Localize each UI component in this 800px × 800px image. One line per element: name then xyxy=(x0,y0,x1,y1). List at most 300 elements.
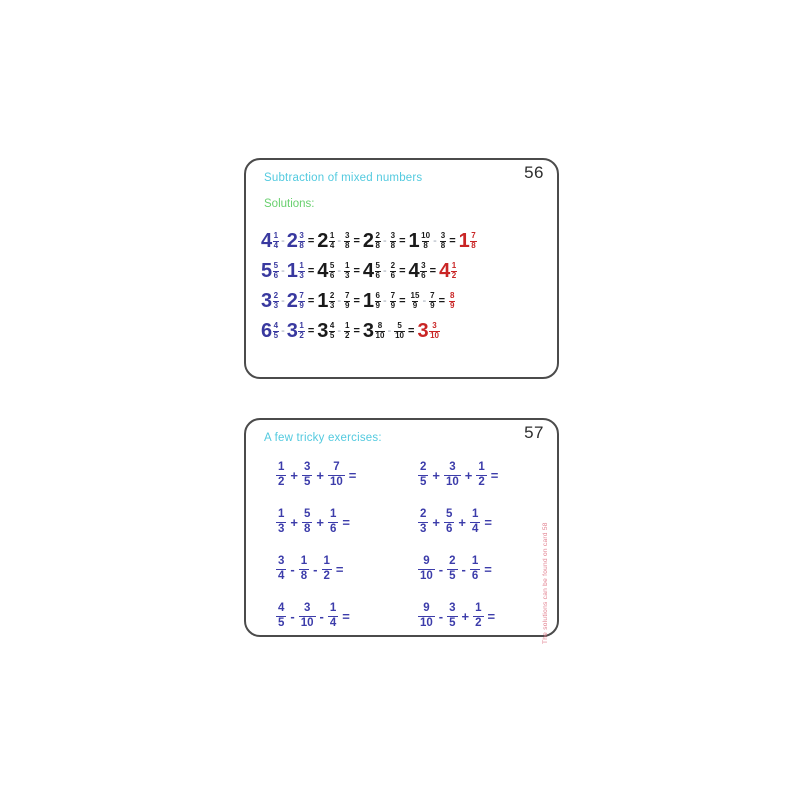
whole-number: 4 xyxy=(408,260,420,282)
fraction-stack xyxy=(298,262,304,281)
fraction-stack xyxy=(329,262,335,281)
fraction-stack xyxy=(276,508,286,537)
fraction-numerator: 3 xyxy=(449,602,456,615)
fraction-denominator: 5 xyxy=(273,330,279,340)
fraction-numerator: 5 xyxy=(304,508,311,521)
minus-operator: - xyxy=(422,294,427,307)
fraction-denominator: 8 xyxy=(300,570,308,582)
fraction-numerator: 8 xyxy=(450,290,455,300)
mixed-number xyxy=(363,261,381,281)
equals-operator: = xyxy=(353,234,360,247)
card-number: 56 xyxy=(524,163,544,182)
fraction-denominator: 8 xyxy=(440,240,446,250)
plus-operator: + xyxy=(290,468,298,483)
fraction-numerator: 1 xyxy=(278,461,285,474)
fraction-numerator: 4 xyxy=(329,320,335,330)
fraction-denominator: 9 xyxy=(375,300,380,310)
plus-operator: + xyxy=(290,515,298,530)
fraction-numerator: 1 xyxy=(300,555,308,568)
fraction-stack xyxy=(444,508,454,537)
mixed-number xyxy=(317,291,335,311)
fraction-stack xyxy=(273,262,279,281)
fraction-denominator: 2 xyxy=(345,330,350,340)
fraction-denominator: 3 xyxy=(299,270,304,280)
fraction-stack xyxy=(390,232,396,251)
fraction-numerator: 7 xyxy=(430,290,435,300)
exercise-column-left xyxy=(276,452,360,640)
minus-operator: - xyxy=(438,609,444,624)
exercise-row xyxy=(418,499,502,546)
mixed-number xyxy=(287,321,305,341)
whole-number: 1 xyxy=(408,230,420,252)
mixed-number xyxy=(287,291,305,311)
fraction-stack xyxy=(418,555,435,584)
whole-number: 4 xyxy=(362,260,374,282)
fraction-numerator: 2 xyxy=(449,555,456,568)
fraction-numerator: 1 xyxy=(299,320,304,330)
fraction-denominator: 6 xyxy=(330,523,337,535)
whole-number: 1 xyxy=(317,290,328,312)
whole-number: 4 xyxy=(261,230,272,252)
fraction xyxy=(389,292,396,311)
fraction-denominator: 3 xyxy=(420,523,427,535)
minus-operator: - xyxy=(387,324,392,337)
fraction-numerator: 3 xyxy=(390,230,396,240)
fraction-numerator: 8 xyxy=(377,320,383,330)
fraction-stack xyxy=(344,292,350,311)
mixed-number xyxy=(261,321,279,341)
fraction-numerator: 5 xyxy=(273,260,279,270)
card-number: 57 xyxy=(524,423,544,442)
fraction-numerator: 5 xyxy=(329,260,335,270)
fraction-stack xyxy=(473,602,483,631)
minus-operator: - xyxy=(382,294,387,307)
fraction-denominator: 9 xyxy=(430,300,435,310)
fraction-stack xyxy=(375,262,381,281)
fraction-denominator: 6 xyxy=(329,270,335,280)
equals-operator: = xyxy=(353,294,360,307)
whole-number: 5 xyxy=(261,260,272,282)
fraction-numerator: 1 xyxy=(323,555,330,568)
fraction-stack xyxy=(273,322,279,341)
minus-operator: - xyxy=(438,562,444,577)
mixed-number xyxy=(317,231,335,251)
mixed-number xyxy=(261,261,279,281)
fraction-denominator: 3 xyxy=(345,270,350,280)
fraction-stack xyxy=(299,602,316,631)
plus-operator: + xyxy=(464,468,473,483)
mixed-number xyxy=(409,261,427,281)
fraction-stack xyxy=(440,232,446,251)
fraction-denominator: 6 xyxy=(375,270,380,280)
fraction-stack xyxy=(344,322,350,341)
equals-operator: = xyxy=(484,515,492,530)
exercise-row xyxy=(276,499,360,546)
fraction-stack xyxy=(276,555,286,584)
fraction-stack xyxy=(328,602,338,631)
fraction-denominator: 6 xyxy=(421,270,426,280)
fraction-numerator: 15 xyxy=(410,290,420,300)
fraction-denominator: 3 xyxy=(278,523,285,535)
fraction-denominator: 10 xyxy=(420,617,433,629)
mixed-number xyxy=(261,231,279,251)
fraction-stack xyxy=(418,461,428,490)
fraction-numerator: 3 xyxy=(345,230,350,240)
equals-operator: = xyxy=(307,264,315,277)
fraction-denominator: 10 xyxy=(395,330,405,340)
fraction-numerator: 3 xyxy=(449,461,456,474)
fraction-denominator: 9 xyxy=(390,300,396,310)
equals-operator: = xyxy=(353,324,360,337)
fraction-denominator: 3 xyxy=(273,300,279,310)
fraction-numerator: 1 xyxy=(329,602,337,615)
fraction-stack xyxy=(344,262,350,281)
minus-operator: - xyxy=(281,294,285,307)
exercise-column-right xyxy=(418,452,502,640)
minus-operator: - xyxy=(337,234,342,247)
plus-operator: + xyxy=(432,515,440,530)
equals-operator: = xyxy=(399,234,406,247)
mixed-number xyxy=(363,291,381,311)
whole-number: 1 xyxy=(458,230,470,252)
minus-operator: - xyxy=(337,264,342,277)
whole-number: 3 xyxy=(417,320,429,342)
minus-operator: - xyxy=(337,294,342,307)
mixed-number xyxy=(363,231,381,251)
minus-operator: - xyxy=(281,234,285,247)
solution-step-row xyxy=(261,226,551,256)
fraction-stack xyxy=(410,292,421,311)
fraction-denominator: 2 xyxy=(475,617,482,629)
whole-number: 2 xyxy=(286,230,298,252)
minus-operator: - xyxy=(281,264,285,277)
fraction-stack xyxy=(273,232,279,251)
whole-number: 6 xyxy=(261,320,272,342)
equals-operator: = xyxy=(342,515,350,530)
fraction-stack xyxy=(299,555,309,584)
exercise-row xyxy=(276,593,360,640)
fraction xyxy=(389,232,396,251)
fraction-stack xyxy=(375,232,381,251)
fraction-denominator: 8 xyxy=(304,523,311,535)
minus-operator: - xyxy=(461,562,466,577)
fraction-numerator: 7 xyxy=(345,290,350,300)
fraction-numerator: 1 xyxy=(345,320,350,330)
equals-operator: = xyxy=(484,562,492,577)
fraction-denominator: 2 xyxy=(278,476,285,488)
fraction-denominator: 4 xyxy=(329,617,337,629)
equals-operator: = xyxy=(307,324,315,337)
fraction-stack xyxy=(449,292,455,311)
fraction-numerator: 1 xyxy=(471,555,479,568)
fraction-denominator: 3 xyxy=(329,300,335,310)
fraction-denominator: 2 xyxy=(478,476,485,488)
fraction-denominator: 5 xyxy=(449,617,456,629)
fraction-numerator: 1 xyxy=(478,461,485,474)
fraction-numerator: 7 xyxy=(299,290,304,300)
exercise-row xyxy=(418,546,502,593)
whole-number: 3 xyxy=(362,320,374,342)
minus-operator: - xyxy=(382,234,387,247)
mixed-number xyxy=(317,261,335,281)
fraction-numerator: 1 xyxy=(299,260,304,270)
solution-rows xyxy=(261,226,551,346)
fraction-stack xyxy=(302,461,312,490)
fraction-numerator: 3 xyxy=(303,602,311,615)
equals-operator: = xyxy=(353,264,360,277)
fraction-denominator: 10 xyxy=(300,617,314,629)
fraction-denominator: 6 xyxy=(471,570,479,582)
fraction-denominator: 4 xyxy=(273,240,279,250)
fraction-stack xyxy=(329,232,335,251)
whole-number: 3 xyxy=(286,320,298,342)
fraction-denominator: 8 xyxy=(471,240,476,250)
minus-operator: - xyxy=(433,234,437,247)
mixed-number xyxy=(409,231,432,251)
fraction-denominator: 6 xyxy=(446,523,453,535)
fraction-stack xyxy=(447,555,457,584)
fraction-denominator: 10 xyxy=(330,476,343,488)
fraction-denominator: 2 xyxy=(299,330,304,340)
fraction-stack xyxy=(276,602,286,631)
fraction-numerator: 1 xyxy=(472,508,479,521)
fraction-denominator: 6 xyxy=(273,270,279,280)
fraction-numerator: 1 xyxy=(451,260,457,270)
flashcard-56 xyxy=(244,158,559,379)
whole-number: 4 xyxy=(317,260,328,282)
fraction-numerator: 2 xyxy=(375,230,380,240)
fraction-stack xyxy=(429,292,435,311)
fraction-stack xyxy=(447,602,457,631)
fraction-denominator: 10 xyxy=(430,330,439,340)
fraction-denominator: 5 xyxy=(329,330,335,340)
fraction xyxy=(343,292,350,311)
exercise-row xyxy=(418,593,502,640)
card-title: A few tricky exercises: xyxy=(264,432,382,444)
fraction-numerator: 3 xyxy=(299,230,304,240)
mixed-number xyxy=(287,231,305,251)
plus-operator: + xyxy=(458,515,466,530)
fraction-denominator: 2 xyxy=(323,570,330,582)
fraction-stack xyxy=(276,461,286,490)
fraction-numerator: 2 xyxy=(273,290,279,300)
plus-operator: + xyxy=(432,468,440,483)
equals-operator: = xyxy=(449,234,456,247)
minus-operator: - xyxy=(290,562,295,577)
fraction xyxy=(428,292,435,311)
fraction-stack xyxy=(328,461,345,490)
fraction-denominator: 8 xyxy=(423,240,428,250)
fraction-numerator: 5 xyxy=(446,508,453,521)
fraction-denominator: 8 xyxy=(390,240,396,250)
mixed-number xyxy=(287,261,305,281)
fraction-stack xyxy=(444,461,461,490)
fraction-numerator: 7 xyxy=(390,290,396,300)
whole-number: 2 xyxy=(317,230,328,252)
fraction-numerator: 6 xyxy=(375,290,380,300)
equals-operator: = xyxy=(399,294,406,307)
mixed-number xyxy=(261,291,279,311)
plus-operator: + xyxy=(461,609,470,624)
fraction-stack xyxy=(394,322,405,341)
equals-operator: = xyxy=(487,609,496,624)
minus-operator: - xyxy=(313,562,318,577)
fraction-denominator: 10 xyxy=(420,570,433,582)
fraction-denominator: 9 xyxy=(299,300,304,310)
fraction-stack xyxy=(451,262,457,281)
fraction-stack xyxy=(375,322,386,341)
fraction-numerator: 1 xyxy=(475,602,482,615)
exercise-row xyxy=(276,546,360,593)
fraction-numerator: 7 xyxy=(471,230,476,240)
whole-number: 2 xyxy=(286,290,298,312)
solution-step-row xyxy=(261,316,551,346)
fraction-numerator: 1 xyxy=(329,230,335,240)
fraction-stack xyxy=(390,292,396,311)
fraction-stack xyxy=(273,292,279,311)
fraction-stack xyxy=(298,232,304,251)
fraction-numerator: 3 xyxy=(278,555,285,568)
fraction-stack xyxy=(470,555,480,584)
whole-number: 2 xyxy=(362,230,374,252)
exercise-row xyxy=(418,452,502,499)
fraction-numerator: 1 xyxy=(345,260,350,270)
minus-operator: - xyxy=(281,324,285,337)
fraction-numerator: 4 xyxy=(273,320,279,330)
fraction-numerator: 3 xyxy=(432,320,437,330)
exercise-row xyxy=(276,452,360,499)
fraction-denominator: 8 xyxy=(299,240,304,250)
fraction-numerator: 3 xyxy=(304,461,311,474)
fraction xyxy=(448,292,455,311)
fraction-denominator: 5 xyxy=(304,476,311,488)
equals-operator: = xyxy=(335,562,344,577)
whole-number: 4 xyxy=(439,260,450,282)
mixed-number xyxy=(439,261,457,281)
solution-step-row xyxy=(261,286,551,316)
whole-number: 3 xyxy=(261,290,272,312)
equals-operator: = xyxy=(429,264,437,277)
fraction-stack xyxy=(375,292,381,311)
equals-operator: = xyxy=(438,294,446,307)
solutions-label: Solutions: xyxy=(264,198,315,210)
whole-number: 1 xyxy=(286,260,298,282)
fraction-numerator: 2 xyxy=(420,461,427,474)
plus-operator: + xyxy=(316,468,324,483)
fraction-numerator: 1 xyxy=(273,230,279,240)
fraction xyxy=(409,292,421,311)
solutions-reference-note: The solutions can be found on card 58 xyxy=(542,522,549,644)
whole-number: 3 xyxy=(317,320,328,342)
fraction-stack xyxy=(298,322,304,341)
equals-operator: = xyxy=(307,234,315,247)
fraction-denominator: 10 xyxy=(446,476,459,488)
equals-operator: = xyxy=(399,264,406,277)
solution-step-row xyxy=(261,256,551,286)
fraction-stack xyxy=(476,461,486,490)
fraction-numerator: 5 xyxy=(375,260,380,270)
fraction-denominator: 8 xyxy=(345,240,350,250)
equals-operator: = xyxy=(408,324,415,337)
mixed-number xyxy=(417,321,440,341)
mixed-number xyxy=(459,231,477,251)
equals-operator: = xyxy=(342,609,350,624)
fraction-denominator: 4 xyxy=(472,523,479,535)
fraction-denominator: 6 xyxy=(390,270,396,280)
fraction-denominator: 4 xyxy=(278,570,285,582)
fraction xyxy=(343,322,350,341)
fraction-denominator: 10 xyxy=(375,330,385,340)
minus-operator: - xyxy=(382,264,387,277)
fraction-stack xyxy=(470,232,476,251)
fraction-stack xyxy=(429,322,440,341)
fraction-stack xyxy=(420,232,431,251)
fraction-stack xyxy=(322,555,332,584)
fraction-numerator: 7 xyxy=(333,461,340,474)
fraction-denominator: 4 xyxy=(329,240,335,250)
fraction-stack xyxy=(344,232,350,251)
minus-operator: - xyxy=(337,324,342,337)
fraction-numerator: 9 xyxy=(423,602,430,615)
fraction-stack xyxy=(470,508,480,537)
equals-operator: = xyxy=(307,294,315,307)
fraction-numerator: 2 xyxy=(390,260,396,270)
plus-operator: + xyxy=(316,515,324,530)
equals-operator: = xyxy=(490,468,499,483)
fraction xyxy=(389,262,396,281)
fraction-denominator: 5 xyxy=(420,476,427,488)
equals-operator: = xyxy=(348,468,357,483)
minus-operator: - xyxy=(290,609,295,624)
fraction-stack xyxy=(418,602,435,631)
fraction-numerator: 9 xyxy=(423,555,430,568)
fraction-stack xyxy=(418,508,428,537)
fraction xyxy=(343,262,350,281)
mixed-number xyxy=(317,321,335,341)
fraction-stack xyxy=(328,508,338,537)
fraction-stack xyxy=(329,322,335,341)
fraction-denominator: 9 xyxy=(412,300,418,310)
fraction xyxy=(439,232,446,251)
whole-number: 1 xyxy=(362,290,374,312)
fraction-stack xyxy=(420,262,426,281)
card-title: Subtraction of mixed numbers xyxy=(264,172,423,184)
fraction-stack xyxy=(302,508,312,537)
fraction xyxy=(343,232,350,251)
fraction-numerator: 3 xyxy=(440,230,446,240)
fraction-stack xyxy=(390,262,396,281)
fraction-stack xyxy=(329,292,335,311)
mixed-number xyxy=(363,321,386,341)
fraction-denominator: 8 xyxy=(375,240,380,250)
fraction-denominator: 5 xyxy=(278,617,285,629)
fraction-numerator: 1 xyxy=(330,508,337,521)
fraction-numerator: 4 xyxy=(278,602,285,615)
fraction-numerator: 2 xyxy=(420,508,427,521)
fraction-numerator: 10 xyxy=(421,230,431,240)
fraction xyxy=(393,322,405,341)
fraction-denominator: 9 xyxy=(345,300,350,310)
fraction-denominator: 9 xyxy=(450,300,455,310)
fraction-denominator: 5 xyxy=(449,570,456,582)
fraction-stack xyxy=(298,292,304,311)
fraction-numerator: 2 xyxy=(329,290,335,300)
fraction-numerator: 5 xyxy=(397,320,402,330)
minus-operator: - xyxy=(319,609,324,624)
fraction-numerator: 1 xyxy=(278,508,285,521)
flashcard-57 xyxy=(244,418,559,644)
fraction-numerator: 3 xyxy=(421,260,426,270)
